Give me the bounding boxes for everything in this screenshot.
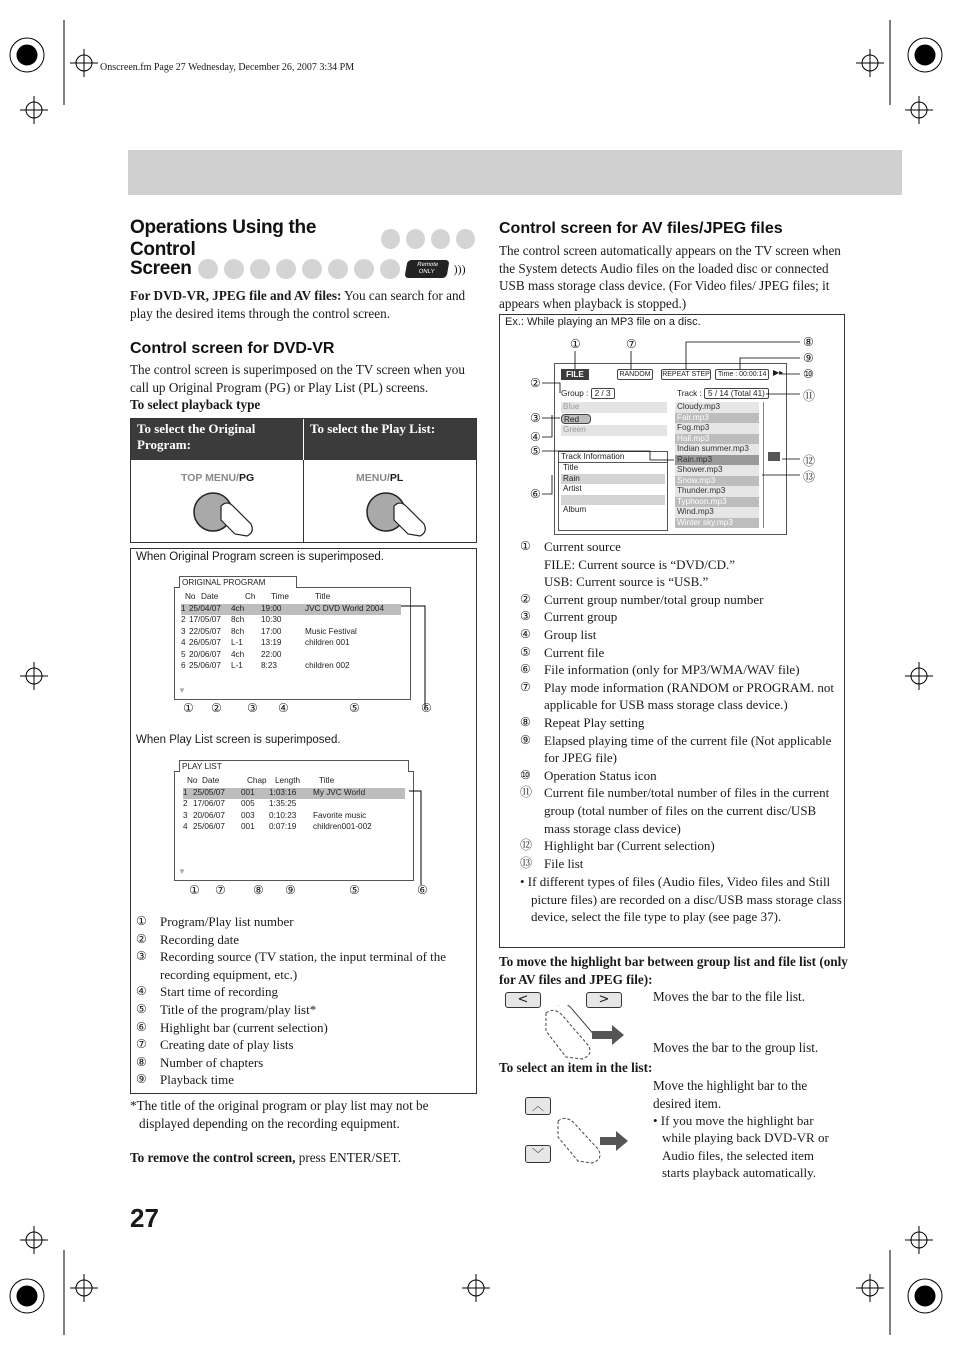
pl-header-row: No Date Chap Length Title <box>187 776 335 785</box>
legend-text: Current file number/total number of files in the current group (total number of files on the current disc/USB mass storage class device) <box>544 785 830 836</box>
table-cell: My JVC World <box>313 788 366 797</box>
legend-number: ⑪ <box>520 785 533 800</box>
op-callout: ① <box>183 701 194 715</box>
intro-paragraph: For DVD-VR, JPEG file and AV files: You can search for and play the desired items through the control screen. <box>130 288 466 321</box>
legend-item <box>520 591 842 609</box>
legend-text: Program/Play list number <box>160 914 294 929</box>
select-item-heading: To select an item in the list: <box>499 1060 653 1075</box>
top-menu-key-label: TOP MENU/PG <box>181 472 255 484</box>
callout-11: ⑪ <box>803 389 816 403</box>
op-highlight-bracket <box>401 604 431 714</box>
legend-text: Current source <box>544 539 621 554</box>
legend-number: ⑨ <box>520 732 531 747</box>
callout-13: ⑬ <box>803 470 816 484</box>
select-item-bullet: • If you move the highlight bar while playing back DVD-VR or Audio files, the selected item starts playback automatically. <box>653 1113 829 1181</box>
legend-text: Creating date of play lists <box>160 1037 294 1053</box>
legend-item <box>520 732 842 767</box>
print-header: Onscreen.fm Page 27 Wednesday, December 26, 2007 3:34 PM <box>100 62 355 73</box>
legend-text: Current file <box>544 644 605 660</box>
av-heading: Control screen for AV files/JPEG files <box>499 220 783 237</box>
av-legend <box>520 538 842 872</box>
pl-callout: ⑥ <box>417 883 428 897</box>
table-cell: 6 <box>181 660 186 670</box>
random-badge: RANDOM <box>617 369 653 380</box>
legend-item <box>520 626 842 644</box>
file-list-item[interactable]: Snow.mp3 <box>675 476 759 487</box>
legend-item <box>520 644 842 662</box>
legend-number <box>520 573 544 591</box>
legend-item <box>136 931 474 949</box>
table-cell: 8:23 <box>261 660 277 670</box>
legend-number: ④ <box>520 626 531 641</box>
legend-number: ⑦ <box>520 679 531 694</box>
table-cell: 4ch <box>231 649 245 659</box>
title-line-2: Screen <box>130 258 192 279</box>
legend-item <box>136 948 474 983</box>
callout-8: ⑧ <box>803 335 814 349</box>
table-row[interactable] <box>183 811 405 822</box>
group-list-item[interactable]: Green <box>561 425 667 436</box>
legend-item <box>520 837 842 855</box>
callout-5: ⑤ <box>530 444 541 458</box>
file-list-item[interactable]: Fog.mp3 <box>675 423 759 434</box>
page-number: 27 <box>130 1203 159 1233</box>
title-line-1: Operations Using the Control <box>130 217 317 260</box>
legend-item <box>520 608 842 626</box>
signal-icon: ))) <box>453 261 466 276</box>
callout-12: ⑫ <box>803 454 816 468</box>
legend-text: File list <box>544 855 584 871</box>
table-cell: 17/05/07 <box>189 615 221 625</box>
legend-item <box>520 538 842 556</box>
legend-text: Current group <box>544 609 618 625</box>
hand-press-icon <box>536 1005 636 1065</box>
move-left-text: Moves the bar to the group list. <box>653 1040 819 1055</box>
original-program-screen <box>174 578 411 700</box>
legend-text: Elapsed playing time of the current file (Not applicable for JPEG file) <box>544 732 832 766</box>
legend-number: ⑥ <box>520 662 531 677</box>
legend-item <box>136 1019 474 1037</box>
table-cell: 3 <box>181 626 186 636</box>
legend-number: ⑤ <box>136 1001 147 1016</box>
legend-item <box>520 679 842 714</box>
table-row[interactable] <box>181 650 401 661</box>
track-indicator: Track : 5 / 14 (Total 41) <box>677 389 769 398</box>
legend-number: ② <box>136 931 147 946</box>
legend-item <box>520 573 842 591</box>
menu-button-icon[interactable] <box>364 488 434 538</box>
pl-callout: ⑦ <box>215 883 226 897</box>
pl-callout: ⑤ <box>349 883 360 897</box>
table-cell: 4 <box>183 822 188 832</box>
remote-only-badge: Remote ONLY <box>404 260 449 278</box>
scroll-down-icon: ▼ <box>178 686 186 695</box>
legend-number: ⑤ <box>520 644 531 659</box>
playback-type-table <box>130 418 477 543</box>
table-cell: 22:00 <box>261 649 282 659</box>
table-cell: 10:30 <box>261 615 282 625</box>
legend-item <box>520 767 842 785</box>
dvdvr-paragraph: The control screen is superimposed on the TV screen when you call up Original Program (PG) or Play List (PL) screens. <box>130 362 465 395</box>
legend-text: Start time of recording <box>160 984 279 1000</box>
legend-text: Group list <box>544 626 597 642</box>
file-list-item[interactable]: Thunder.mp3 <box>675 486 759 497</box>
select-item-text: Move the highlight bar to the desired item. <box>653 1078 808 1111</box>
right-cursor-button[interactable]: > <box>586 992 622 1008</box>
legend-text: Current group number/total group number <box>544 591 764 607</box>
callout-6: ⑥ <box>530 487 541 501</box>
legend-text: File information (only for MP3/WMA/WAV file) <box>544 662 800 678</box>
legend-item <box>136 1036 474 1054</box>
table-cell: 0:10:23 <box>269 810 297 820</box>
callout-4: ④ <box>530 430 541 444</box>
table-cell: 4 <box>181 638 186 648</box>
left-cursor-button[interactable]: < <box>505 992 541 1008</box>
legend-number: ⑬ <box>520 855 533 870</box>
table-cell: L-1 <box>231 638 243 648</box>
legend-number: ① <box>520 539 531 553</box>
callout-10: ⑩ <box>803 367 814 381</box>
footnote: *The title of the original program or play list may not be displayed depending on the recording equipment. <box>130 1098 429 1131</box>
table-cell: children 001 <box>305 638 350 648</box>
op-callout: ② <box>211 701 222 715</box>
dvdvr-legend <box>136 913 474 1089</box>
table-cell: 3 <box>183 810 188 820</box>
col1-header: To select the Original Program: <box>131 419 304 460</box>
legend-text: Playback time <box>160 1072 235 1088</box>
file-list-item[interactable]: Fair.mp3 <box>675 413 759 424</box>
select-type-heading: To select playback type <box>130 397 261 412</box>
pl-callout: ⑧ <box>253 883 264 897</box>
av-intro: The control screen automatically appears on the TV screen when the System detects Audio files on the loaded disc or connected USB mass storage class device. (For Video files/ JPEG files; it appears when playback is stopped.) <box>499 243 841 311</box>
table-cell: 4ch <box>231 604 245 613</box>
legend-number: ① <box>136 914 147 928</box>
table-cell: 003 <box>241 810 255 820</box>
pl-scroll-down-icon: ▼ <box>178 867 186 876</box>
op-callout: ④ <box>278 701 289 715</box>
table-row[interactable] <box>181 627 401 638</box>
col2-header: To select the Play List: <box>304 419 476 460</box>
repeat-badge: REPEAT STEP <box>662 371 710 378</box>
file-list-item[interactable]: Typhoon.mp3 <box>675 497 759 508</box>
table-cell: 005 <box>241 799 255 809</box>
info-field: Artist <box>561 484 665 495</box>
op-header-row: No Date Ch Time Title <box>185 592 331 601</box>
legend-item <box>520 784 842 837</box>
table-row[interactable] <box>183 788 405 799</box>
up-cursor-button[interactable]: ︿ <box>525 1097 551 1115</box>
legend-text: Highlight bar (Current selection) <box>544 838 715 854</box>
header-band <box>128 150 902 195</box>
table-cell: 1 <box>181 604 186 613</box>
legend-number: ⑧ <box>520 714 531 729</box>
file-list-item[interactable]: Winter sky.mp3 <box>675 518 759 529</box>
legend-item <box>136 1001 474 1019</box>
callout-leaders <box>500 315 846 555</box>
section-title <box>130 217 475 284</box>
op-tab: ORIGINAL PROGRAM <box>179 576 297 588</box>
legend-number: ⑦ <box>136 1037 147 1052</box>
remove-instruction: To remove the control screen, press ENTER/SET. <box>130 1150 402 1165</box>
pl-callout: ⑨ <box>285 883 296 897</box>
table-cell: 25/04/07 <box>189 604 221 613</box>
table-cell: Favorite music <box>313 810 367 820</box>
legend-text: Play mode information (RANDOM or PROGRAM. not applicable for USB mass storage class device.) <box>544 679 834 713</box>
info-field: Title <box>561 463 665 474</box>
move-right-text: Moves the bar to the file list. <box>653 989 805 1004</box>
table-cell: 20/06/07 <box>193 810 225 820</box>
op-callout: ⑥ <box>421 701 432 715</box>
legend-number: ⑥ <box>136 1019 147 1034</box>
legend-number: ⑧ <box>136 1054 147 1069</box>
table-cell: children 002 <box>305 660 350 670</box>
play-list-screen <box>174 762 414 881</box>
table-row[interactable] <box>181 615 401 626</box>
op-callout: ③ <box>247 701 258 715</box>
legend-number: ③ <box>520 609 531 624</box>
legend-number: ⑫ <box>520 838 533 853</box>
legend-text: FILE: Current source is “DVD/CD.” <box>544 556 735 572</box>
table-cell: children001-002 <box>313 822 372 832</box>
callout-7: ⑦ <box>626 337 637 351</box>
table-cell: 1:35:25 <box>269 799 297 809</box>
legend-text: Repeat Play setting <box>544 714 645 730</box>
group-list-item[interactable]: Blue <box>561 402 667 413</box>
file-type-note: • If different types of files (Audio files, Video files and Still picture files) are recorded on a disc/USB mass storage class device, select the file type to play (see page 37). <box>520 874 842 924</box>
table-cell: 13:19 <box>261 638 282 648</box>
info-field: Album <box>561 505 665 516</box>
table-row[interactable] <box>183 822 405 833</box>
table-cell: 8ch <box>231 626 245 636</box>
table-cell: 25/05/07 <box>193 788 225 797</box>
legend-number: ④ <box>136 984 147 999</box>
legend-number: ⑨ <box>136 1072 147 1087</box>
table-cell: 2 <box>181 615 186 625</box>
legend-item <box>520 714 842 732</box>
legend-text: Highlight bar (current selection) <box>160 1019 328 1035</box>
table-cell: 19:00 <box>261 604 282 613</box>
pl-caption: When Play List screen is superimposed. <box>136 734 341 746</box>
table-cell: 26/05/07 <box>189 638 221 648</box>
legend-item <box>520 855 842 873</box>
table-cell: 25/06/07 <box>189 660 221 670</box>
legend-number: ⑩ <box>520 767 531 782</box>
legend-text: Title of the program/play list* <box>160 1001 317 1017</box>
legend-text: Recording date <box>160 931 240 947</box>
dvdvr-heading: Control screen for DVD-VR <box>130 340 335 357</box>
legend-item <box>520 556 842 574</box>
pl-highlight-bracket <box>409 789 429 889</box>
hand-press-icon-2 <box>550 1115 634 1165</box>
legend-text: Recording source (TV station, the input terminal of the recording equipment, etc.) <box>160 949 447 982</box>
table-cell: L-1 <box>231 660 243 670</box>
file-list-item[interactable]: Wind.mp3 <box>675 507 759 518</box>
file-list-item[interactable]: Rain.mp3 <box>675 455 759 466</box>
av-screen-box <box>499 314 845 948</box>
move-bar-heading: To move the highlight bar between group list and file list (only for AV files and JPEG file): <box>499 954 848 987</box>
legend-number <box>520 556 544 574</box>
table-cell: 17/06/07 <box>193 799 225 809</box>
play-status-icon: ▶▸ <box>773 368 784 377</box>
table-cell: 0:07:19 <box>269 822 297 832</box>
table-cell: 001 <box>241 788 255 797</box>
table-cell: 5 <box>181 649 186 659</box>
legend-item <box>136 1071 474 1089</box>
down-cursor-button[interactable]: ﹀ <box>525 1145 551 1163</box>
time-badge: Time : 00:00:14 <box>715 369 769 380</box>
example-caption: Ex.: While playing an MP3 file on a disc. <box>505 316 701 328</box>
callout-1: ① <box>570 337 581 351</box>
source-badge: FILE <box>561 369 589 380</box>
file-list-item[interactable]: Indian summer.mp3 <box>675 444 759 455</box>
table-cell: 2 <box>183 799 188 809</box>
track-info-title: Track Information <box>559 452 667 463</box>
table-row[interactable] <box>181 638 401 649</box>
pl-callout: ① <box>189 883 200 897</box>
table-cell: 1:03:16 <box>269 788 297 797</box>
legend-text: Number of chapters <box>160 1054 264 1070</box>
legend-item <box>136 1054 474 1072</box>
legend-item <box>136 983 474 1001</box>
table-cell: Music Festival <box>305 626 357 636</box>
table-row[interactable] <box>183 799 405 810</box>
op-caption: When Original Program screen is superimposed. <box>136 551 384 563</box>
top-menu-button-icon[interactable] <box>191 488 261 538</box>
menu-key-label: MENU/PL <box>356 472 404 484</box>
callout-3: ③ <box>530 411 541 425</box>
table-cell: JVC DVD World 2004 <box>305 604 385 613</box>
group-indicator: Group : 2 / 3 <box>561 389 615 398</box>
file-list-item[interactable]: Cloudy.mp3 <box>675 402 759 413</box>
info-field: Rain <box>561 474 665 485</box>
table-cell: 20/06/07 <box>189 649 221 659</box>
callout-2: ② <box>530 376 541 390</box>
pl-tab: PLAY LIST <box>179 760 409 772</box>
file-list-item[interactable]: Hail.mp3 <box>675 434 759 445</box>
group-list-item[interactable]: Red <box>561 414 591 425</box>
callout-9: ⑨ <box>803 351 814 365</box>
legend-number: ② <box>520 591 531 606</box>
table-cell: 25/06/07 <box>193 822 225 832</box>
table-row[interactable] <box>181 661 401 672</box>
op-callout: ⑤ <box>349 701 360 715</box>
table-cell: 1 <box>183 788 188 797</box>
table-cell: 001 <box>241 822 255 832</box>
table-row[interactable] <box>181 604 401 615</box>
dvdvr-screens-box <box>130 548 477 1094</box>
table-cell: 17:00 <box>261 626 282 636</box>
legend-number: ③ <box>136 949 147 964</box>
table-cell: 8ch <box>231 615 245 625</box>
legend-text: Operation Status icon <box>544 767 657 783</box>
table-cell: 22/05/07 <box>189 626 221 636</box>
legend-item <box>520 661 842 679</box>
file-list-item[interactable]: Shower.mp3 <box>675 465 759 476</box>
legend-item <box>136 913 474 931</box>
legend-text: USB: Current source is “USB.” <box>544 574 709 590</box>
